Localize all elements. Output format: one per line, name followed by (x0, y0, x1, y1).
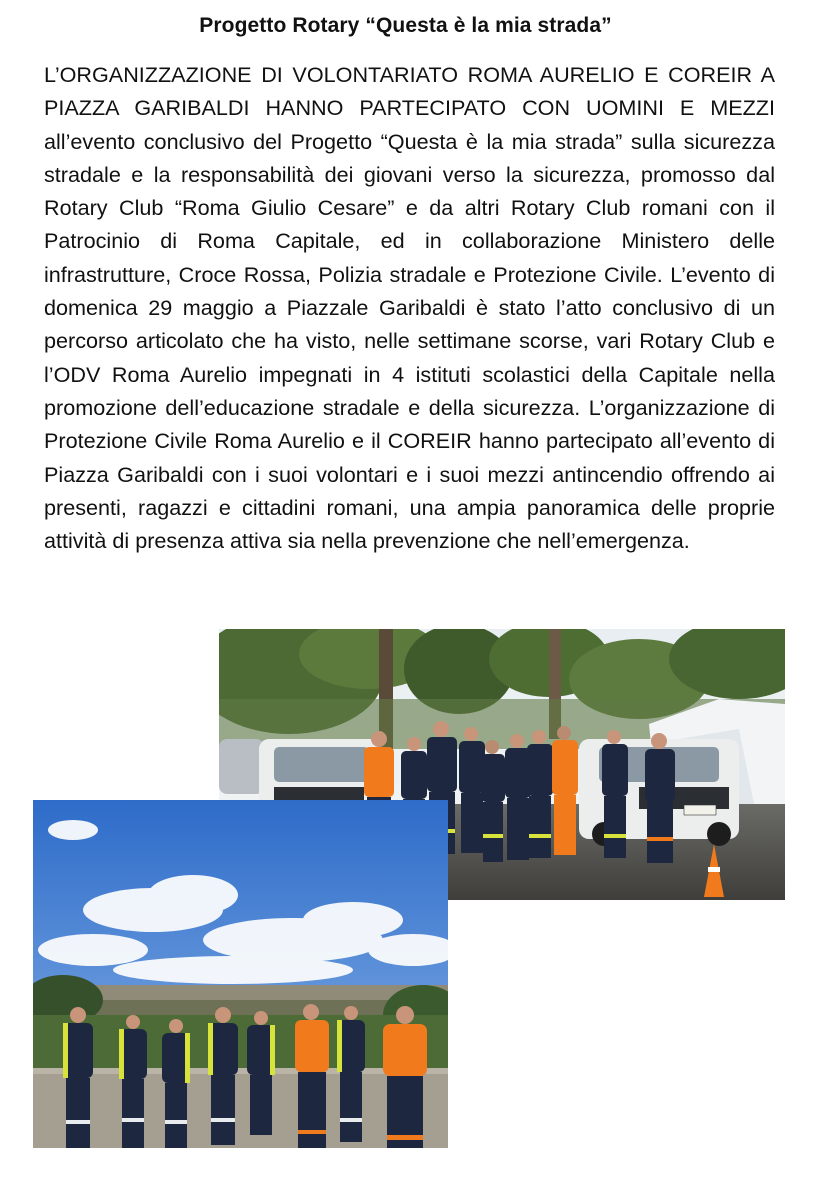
page-title: Progetto Rotary “Questa è la mia strada” (199, 14, 612, 37)
group-photo-panorama (33, 800, 448, 1148)
article-body: L’ORGANIZZAZIONE DI VOLONTARIATO ROMA AURELIO E COREIR A PIAZZA GARIBALDI HANNO PARTECIPATO CON UOMINI E MEZZI all’evento conclusivo del Progetto “Questa è la mia strada” sulla sicurezza stradale e la responsabilità dei giovani verso la sicurezza, promosso dal Rotary Club “Roma Giulio Cesare” e da altri Rotary Club romani con il Patrocinio di Roma Capitale, ed in collaborazione Ministero delle infrastrutture, Croce Rossa, Polizia stradale e Protezione Civile. L’evento di domenica 29 maggio a Piazzale Garibaldi è stato l’atto conclusivo di un percorso articolato che ha visto, nelle settimane scorse, vari Rotary Club e l’ODV Roma Aurelio impegnati in 4 istituti scolastici della Capitale nella promozione dell’educazione stradale e della sicurezza. L’organizzazione di Protezione Civile Roma Aurelio e il COREIR hanno partecipato all’evento di Piazza Garibaldi con i suoi volontari e i suoi mezzi antincendio offrendo ai presenti, ragazzi e cittadini romani, una ampia panoramica delle proprie attività di presenza attiva sia nella prevenzione che nell’emergenza. (44, 62, 775, 554)
